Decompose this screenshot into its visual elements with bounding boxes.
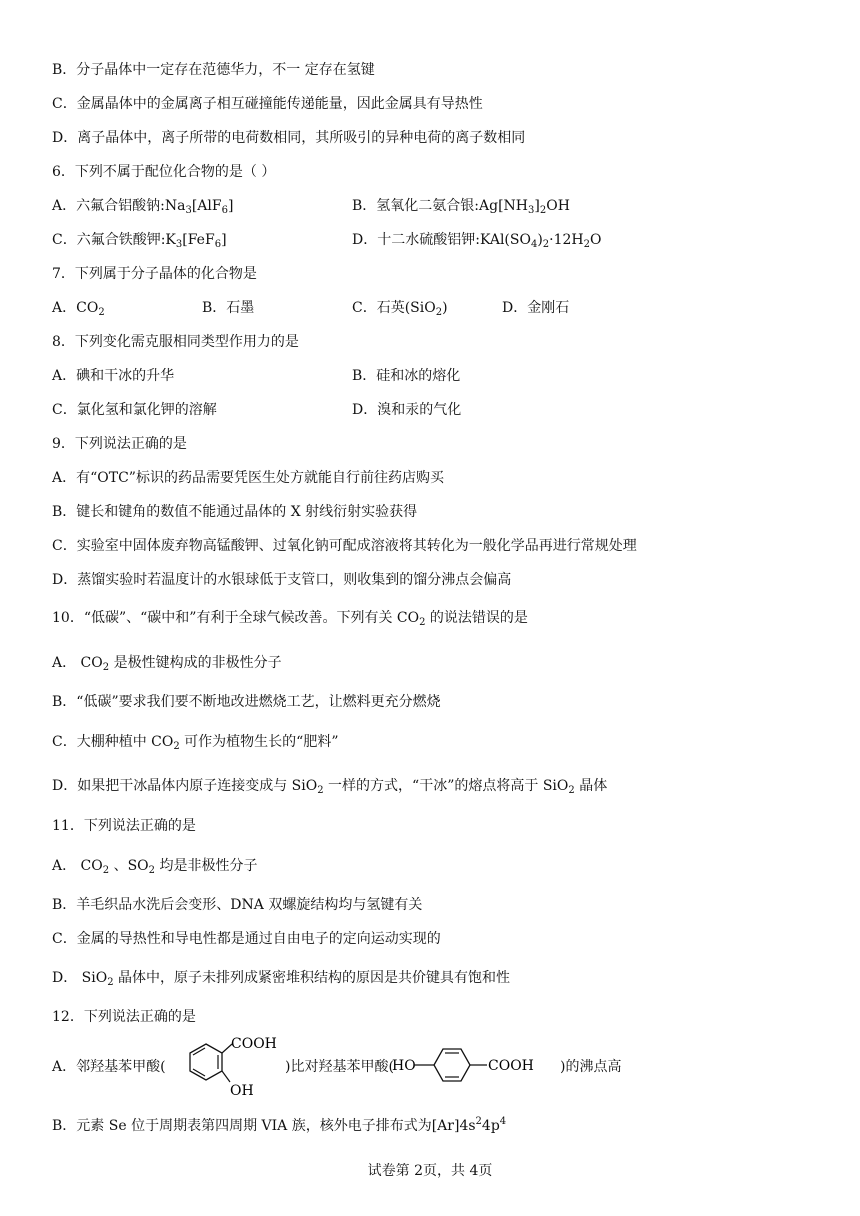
q6-option-c: C．六氟合铁酸钾$:K_3[FeF_6]$ bbox=[52, 232, 227, 250]
q7-option-a: A．$CO_2$ bbox=[52, 300, 105, 318]
q12-option-a-middle: )比对羟基苯甲酸( bbox=[285, 1059, 394, 1075]
q5-option-d: D．离子晶体中，离子所带的电荷数相同，其所吸引的异种电荷的离子数相同 bbox=[52, 130, 526, 146]
q6-stem: 6．下列不属于配位化合物的是（ ） bbox=[52, 164, 276, 180]
q9-stem: 9．下列说法正确的是 bbox=[52, 436, 187, 452]
q7-option-b: B．石墨 bbox=[202, 300, 255, 316]
q12-option-a-prefix: A．邻羟基苯甲酸( bbox=[52, 1059, 166, 1075]
q9-option-b: B．键长和键角的数值不能通过晶体的 X 射线衍射实验获得 bbox=[52, 504, 418, 520]
q8-option-a: A．碘和干冰的升华 bbox=[52, 368, 175, 384]
q10-option-d: D．如果把干冰晶体内原子连接变成与 SiO$_2$ 一样的方式，“干冰”的熔点将高于 SiO$_2$ 晶体 bbox=[52, 778, 608, 796]
page-footer: 试卷第 2页，共 4页 bbox=[367, 1163, 493, 1179]
q11-option-a: A． $CO_2$ 、$SO_2$ 均是非极性分子 bbox=[52, 858, 258, 876]
q9-option-d: D．蒸馏实验时若温度计的水银球低于支管口，则收集到的馏分沸点会偏高 bbox=[52, 572, 512, 588]
q8-option-d: D．溴和汞的气化 bbox=[352, 402, 462, 418]
q10-stem: 10．“低碳”、“碳中和”有利于全球气候改善。下列有关 $CO_2$ 的说法错误的是 bbox=[52, 610, 528, 628]
q12-stem: 12．下列说法正确的是 bbox=[52, 1009, 196, 1025]
q11-option-b: B．羊毛织品水洗后会变形、DNA 双螺旋结构均与氢键有关 bbox=[52, 897, 423, 913]
q9-option-c: C．实验室中固体废弃物高锰酸钾、过氧化钠可配成溶液将其转化为一般化学品再进行常规处理 bbox=[52, 538, 637, 554]
q6-option-b: B．氢氧化二氨合银$:Ag[NH_3]_2OH$ bbox=[352, 198, 570, 216]
q9-option-a: A．有“OTC”标识的药品需要凭医生处方就能自行前往药店购买 bbox=[52, 470, 444, 486]
salicylic-acid-structure bbox=[174, 1034, 286, 1098]
mol1-oh-label: OH bbox=[230, 1083, 254, 1098]
q5-option-c: C．金属晶体中的金属离子相互碰撞能传递能量，因此金属具有导热性 bbox=[52, 96, 483, 112]
q6-option-d: D．十二水硫酸铝钾$:KAl(SO_4)_2\cdot 12H_2O$ bbox=[352, 232, 602, 250]
mol1-cooh-label: COOH bbox=[231, 1036, 277, 1052]
q12-option-b: B．元素 Se 位于周期表第四周期 VIA 族，核外电子排布式为$[Ar]4s^24p^4$ bbox=[52, 1116, 507, 1134]
mol2-cooh-label: COOH bbox=[488, 1058, 534, 1074]
q10-option-a: A． $CO_2$ 是极性键构成的非极性分子 bbox=[52, 655, 282, 673]
q7-option-d: D．金刚石 bbox=[502, 300, 570, 316]
q5-option-b: B．分子晶体中一定存在范德华力，不一 定存在氢键 bbox=[52, 62, 375, 78]
mol2-ho-label: HO bbox=[392, 1058, 416, 1074]
q11-stem: 11．下列说法正确的是 bbox=[52, 818, 196, 834]
q8-stem: 8．下列变化需克服相同类型作用力的是 bbox=[52, 334, 299, 350]
q8-option-c: C．氯化氢和氯化钾的溶解 bbox=[52, 402, 217, 418]
q7-option-c: C．石英(SiO$_2$) bbox=[352, 300, 448, 318]
q8-option-b: B．硅和冰的熔化 bbox=[352, 368, 461, 384]
q11-option-c: C．金属的导热性和导电性都是通过自由电子的定向运动实现的 bbox=[52, 931, 441, 947]
q12-option-a-suffix: )的沸点高 bbox=[560, 1059, 622, 1075]
q6-option-a: A．六氟合铝酸钠$:Na_3[AlF_6]$ bbox=[52, 198, 234, 216]
q10-option-c: C．大棚种植中 $CO_2$ 可作为植物生长的“肥料” bbox=[52, 734, 339, 752]
q10-option-b: B．“低碳”要求我们要不断地改进燃烧工艺，让燃料更充分燃烧 bbox=[52, 694, 441, 710]
q7-stem: 7．下列属于分子晶体的化合物是 bbox=[52, 266, 257, 282]
p-hydroxybenzoic-acid-structure bbox=[392, 1040, 550, 1088]
q11-option-d: D． SiO$_2$ 晶体中，原子未排列成紧密堆积结构的原因是共价键具有饱和性 bbox=[52, 970, 511, 988]
